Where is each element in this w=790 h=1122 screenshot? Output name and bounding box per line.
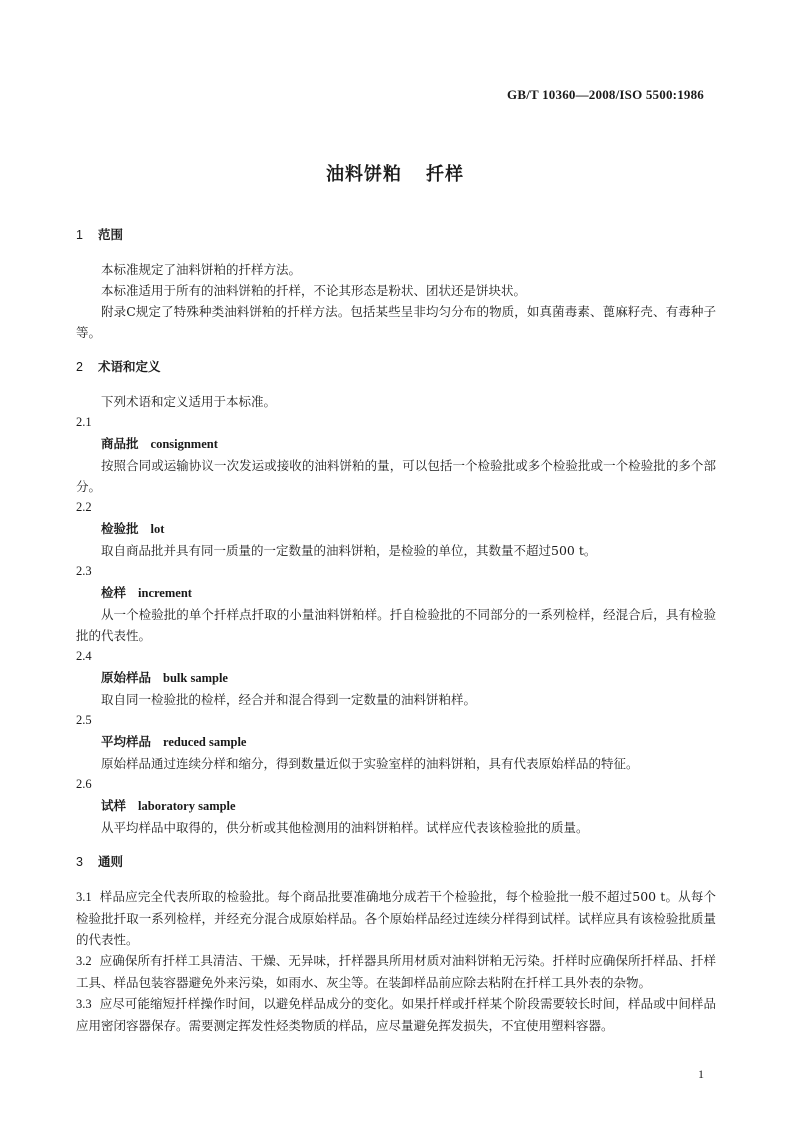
page-number: 1	[698, 1067, 704, 1081]
section-3-heading	[76, 851, 716, 873]
clause-number: 3.3	[76, 997, 92, 1011]
term-number: 2.6	[76, 777, 92, 791]
section-1-paragraph: 本标准规定了油料饼粕的扦样方法。	[101, 262, 302, 277]
term-en: increment	[138, 586, 192, 600]
standard-code: GB/T 10360—2008/ISO 5500:1986	[507, 87, 704, 102]
term-en: lot	[150, 522, 165, 536]
term-en: laboratory sample	[138, 799, 236, 813]
term-zh: 平均样品	[101, 734, 152, 749]
section-2-intro: 下列术语和定义适用于本标准。	[101, 394, 277, 409]
term-zh: 检样	[101, 585, 127, 600]
term-number: 2.3	[76, 564, 92, 578]
term-number: 2.5	[76, 713, 92, 727]
clause-number: 3.2	[76, 954, 92, 968]
clause	[76, 886, 716, 950]
term-definition: 取自同一检验批的检样，经合并和混合得到一定数量的油料饼粕样。	[101, 692, 477, 707]
page-title	[0, 160, 790, 186]
section-number: 2	[76, 360, 83, 374]
section-1-paragraph: 本标准适用于所有的油料饼粕的扦样，不论其形态是粉状、团状还是饼块状。	[101, 283, 527, 298]
clause-text: 样品应完全代表所取的检验批。每个商品批要准确地分成若干个检验批，每个检验批一般不超过500 t。从每个检验批扦取一系列检样，并经充分混合成原始样品。各个原始样品经过连续分样得到试样。试样应具有该检验批质量的代表性。	[76, 889, 716, 947]
section-number: 1	[76, 228, 83, 242]
term-number: 2.4	[76, 649, 92, 663]
section-number: 3	[76, 855, 83, 869]
title-part-1: 油料饼粕	[326, 164, 402, 185]
term-zh: 商品批	[101, 436, 139, 451]
term-en: reduced sample	[163, 735, 247, 749]
section-title: 术语和定义	[98, 359, 161, 374]
term-heading	[76, 667, 716, 689]
term-heading	[76, 433, 716, 455]
term-zh: 检验批	[101, 521, 139, 536]
term-zh: 试样	[101, 798, 127, 813]
section-title: 通则	[98, 854, 124, 869]
term-heading	[76, 518, 716, 540]
section-1-heading	[76, 224, 716, 246]
clause	[76, 993, 716, 1036]
term-definition: 取自商品批并具有同一质量的一定数量的油料饼粕，是检验的单位，其数量不超过500 t。	[101, 543, 597, 558]
term-definition: 从一个检验批的单个扦样点扦取的小量油料饼粕样。扦自检验批的不同部分的一系列检样，经混合后，具有检验批的代表性。	[76, 607, 716, 643]
term-zh: 原始样品	[101, 670, 152, 685]
clause-text: 应尽可能缩短扦样操作时间，以避免样品成分的变化。如果扦样或扦样某个阶段需要较长时间，样品或中间样品应用密闭容器保存。需要测定挥发性烃类物质的样品，应尽量避免挥发损失，不宜使用塑料容器。	[76, 996, 716, 1033]
term-heading	[76, 795, 716, 817]
section-2-heading	[76, 356, 716, 378]
title-part-2: 扦样	[426, 164, 464, 185]
term-definition: 按照合同或运输协议一次发运或接收的油料饼粕的量，可以包括一个检验批或多个检验批或一个检验批的多个部分。	[76, 458, 716, 494]
document-body	[76, 224, 716, 1036]
term-heading	[76, 731, 716, 753]
section-1-paragraph: 附录C规定了特殊种类油料饼粕的扦样方法。包括某些呈非均匀分布的物质，如真菌毒素、蓖麻籽壳、有毒种子等。	[76, 304, 716, 340]
term-en: bulk sample	[163, 671, 228, 685]
clause-text: 应确保所有扦样工具清洁、干燥、无异味，扦样器具所用材质对油料饼粕无污染。扦样时应确保所扦样品、扦样工具、样品包装容器避免外来污染，如雨水、灰尘等。在装卸样品前应除去粘附在扦样工具外表的杂物。	[76, 953, 716, 990]
term-heading	[76, 582, 716, 604]
term-definition: 原始样品通过连续分样和缩分，得到数量近似于实验室样的油料饼粕，具有代表原始样品的特征。	[101, 756, 639, 771]
term-number: 2.1	[76, 415, 92, 429]
term-en: consignment	[150, 437, 218, 451]
clause	[76, 950, 716, 993]
term-number: 2.2	[76, 500, 92, 514]
section-title: 范围	[98, 227, 124, 242]
clause-number: 3.1	[76, 890, 92, 904]
term-definition: 从平均样品中取得的，供分析或其他检测用的油料饼粕样。试样应代表该检验批的质量。	[101, 820, 589, 835]
